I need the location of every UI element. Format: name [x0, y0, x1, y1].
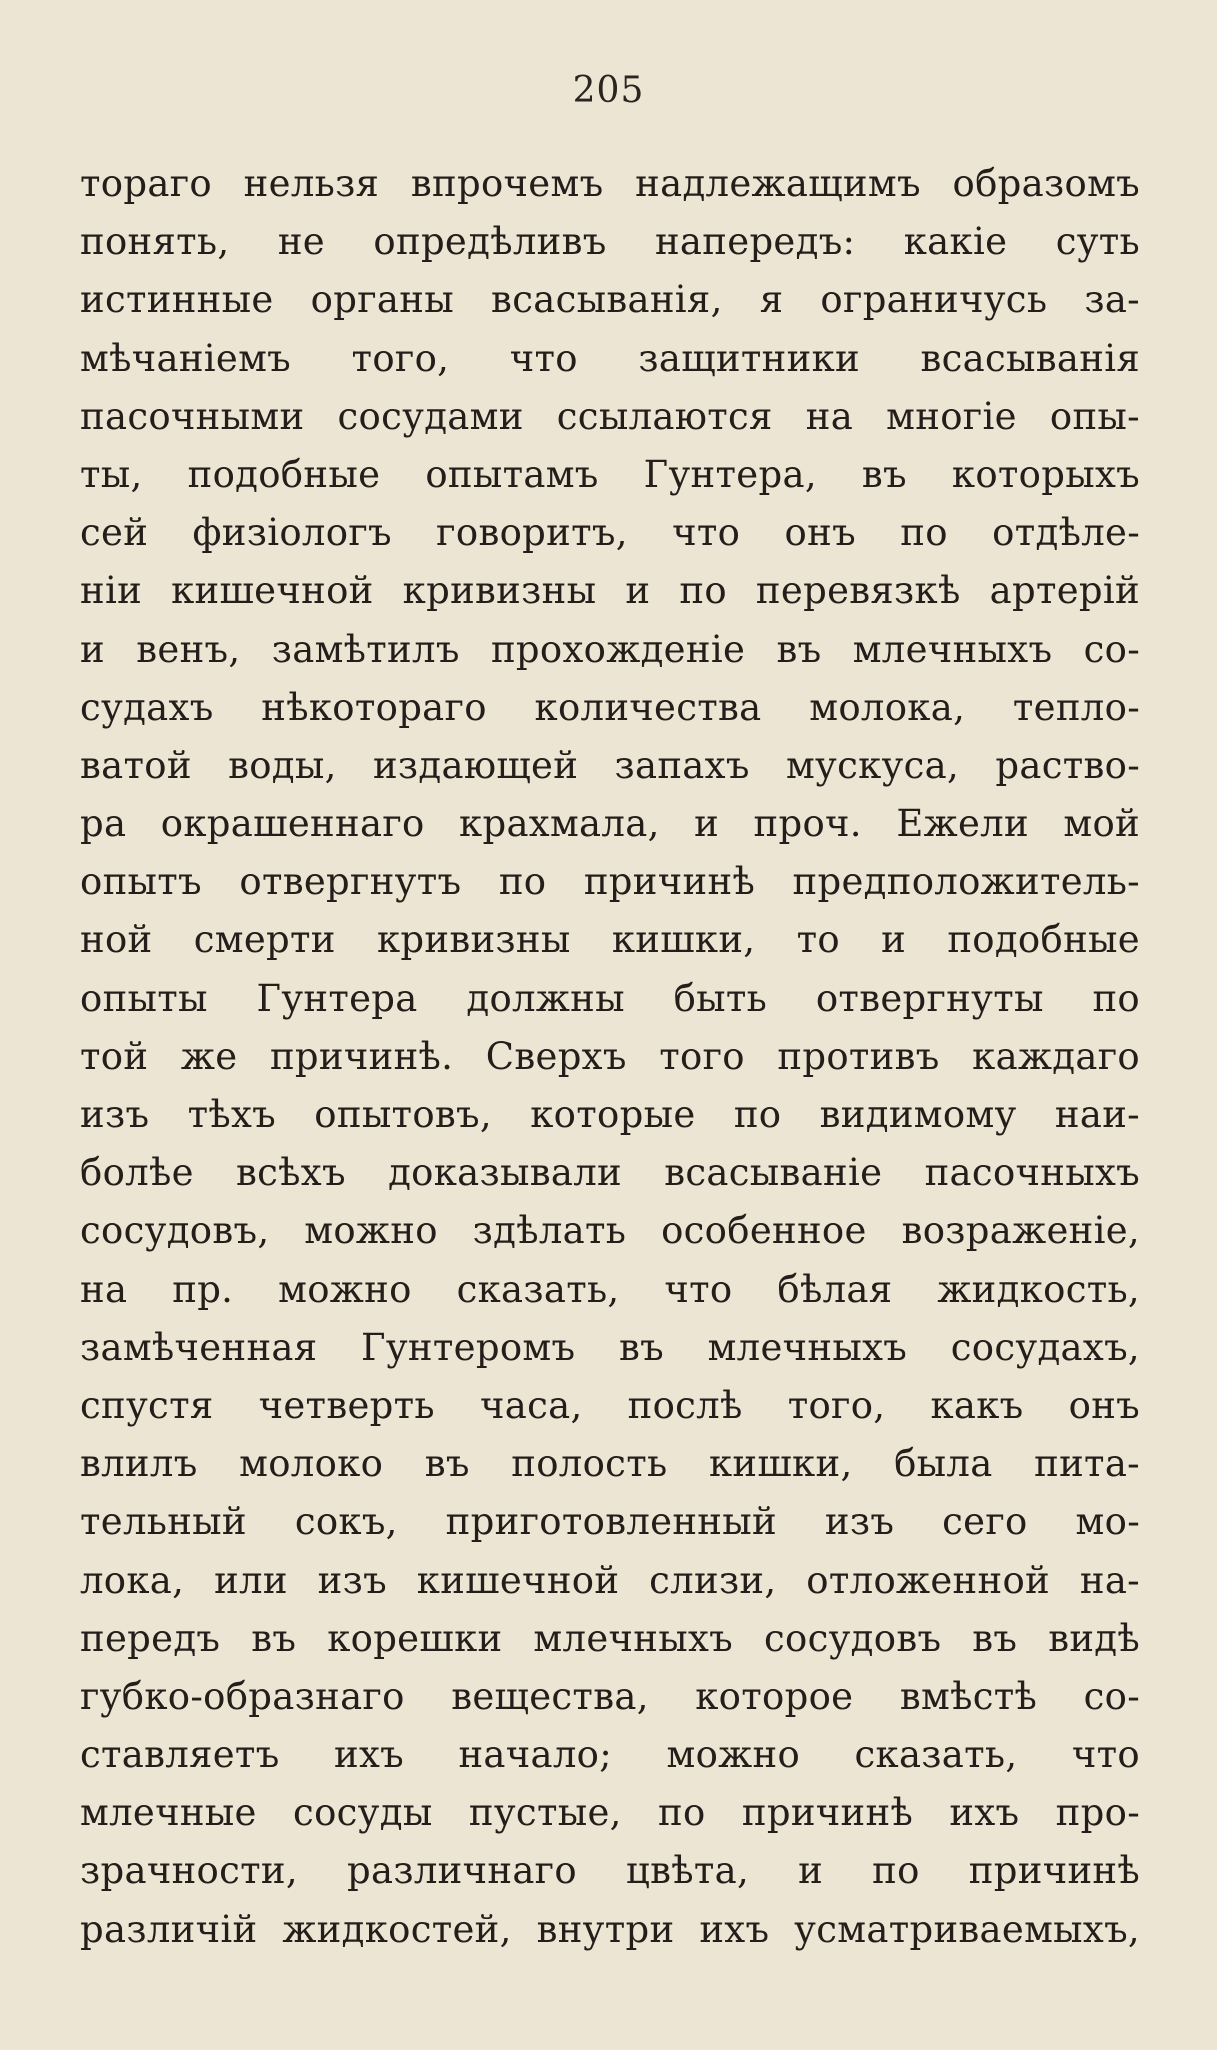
text-line: изъ тѣхъ опытовъ, которые по видимому наи- — [80, 1093, 1140, 1136]
text-line: влилъ молоко въ полость кишки, была пита- — [80, 1442, 1140, 1486]
text-line: сосудовъ, можно здѣлать особенное возраженіе, — [80, 1209, 1140, 1253]
text-line: пасочными сосудами ссылаются на многіе опы- — [80, 394, 1140, 438]
page-number: 205 — [572, 70, 645, 111]
text-line: тораго нельзя впрочемъ надлежащимъ образомъ — [80, 162, 1140, 205]
text-line: губко-образнаго вещества, которое вмѣстѣ со- — [80, 1674, 1140, 1718]
text-line: спустя четверть часа, послѣ того, какъ онъ — [80, 1383, 1140, 1427]
text-line: судахъ нѣкотораго количества молока, тепло- — [80, 685, 1140, 729]
text-line: болѣе всѣхъ доказывали всасываніе пасочныхъ — [80, 1151, 1140, 1195]
text-line: ной смерти кривизны кишки, то и подобные — [80, 918, 1140, 962]
text-line: понять, не опредѣливъ напередъ: какіе суть — [80, 220, 1140, 264]
text-line: замѣченная Гунтеромъ въ млечныхъ сосудахъ, — [80, 1325, 1140, 1369]
text-line: млечные сосуды пустые, по причинѣ ихъ про- — [80, 1791, 1140, 1835]
text-line: лока, или изъ кишечной слизи, отложенной на- — [80, 1558, 1140, 1602]
text-line: опытъ отвергнутъ по причинѣ предположитель- — [80, 860, 1140, 904]
text-line: той же причинѣ. Сверхъ того противъ каждаго — [80, 1034, 1140, 1078]
text-line: передъ въ корешки млечныхъ сосудовъ въ видѣ — [80, 1616, 1140, 1660]
text-line: тельный сокъ, приготовленный изъ сего мо- — [80, 1500, 1140, 1544]
text-line: опыты Гунтера должны быть отвергнуты по — [80, 976, 1140, 1020]
text-line: ра окрашеннаго крахмала, и проч. Ежели мой — [80, 802, 1140, 846]
text-line: различій жидкостей, внутри ихъ усматриваемыхъ, — [80, 1907, 1140, 1951]
text-line: зрачности, различнаго цвѣта, и по причинѣ — [80, 1849, 1140, 1893]
text-line: ты, подобные опытамъ Гунтера, въ которыхъ — [80, 452, 1140, 496]
text-line: на пр. можно сказать, что бѣлая жидкость, — [80, 1267, 1140, 1311]
text-line: ставляетъ ихъ начало; можно сказать, что — [80, 1733, 1140, 1777]
body-text — [80, 155, 1140, 1959]
text-line: ніи кишечной кривизны и по перевязкѣ артерій — [80, 569, 1140, 613]
text-line: мѣчаніемъ того, что защитники всасыванія — [80, 336, 1140, 380]
text-line: сей физіологъ говоритъ, что онъ по отдѣле- — [80, 511, 1140, 555]
text-line: истинные органы всасыванія, я ограничусь за- — [80, 278, 1140, 322]
text-line: и венъ, замѣтилъ прохожденіе въ млечныхъ со- — [80, 627, 1140, 671]
text-line: ватой воды, издающей запахъ мускуса, раство- — [80, 743, 1140, 787]
